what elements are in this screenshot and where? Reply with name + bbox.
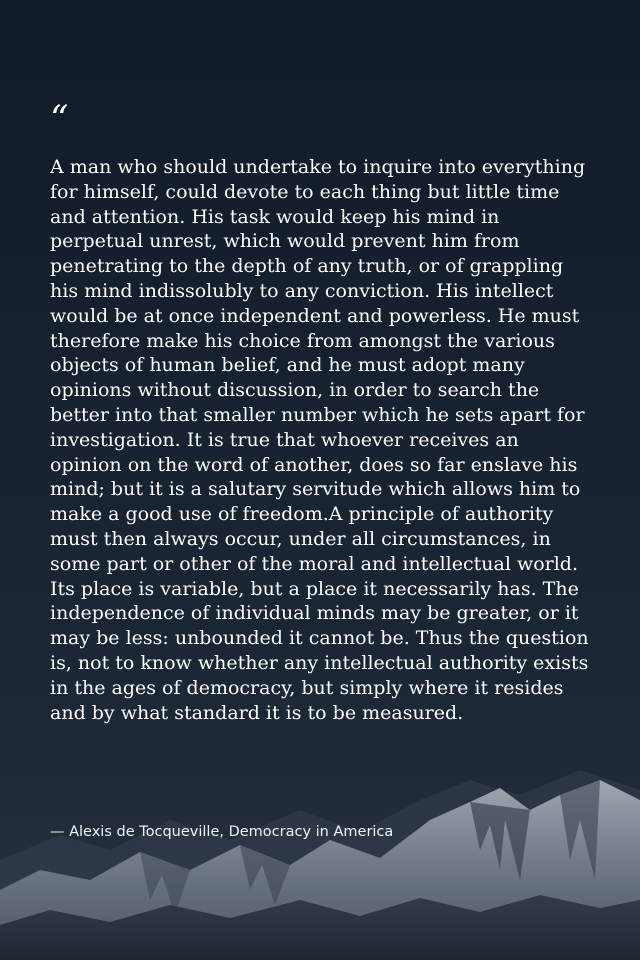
quote-text: A man who should undertake to inquire into everything for himself, could devote to each thing but little time and attention. His task would keep his mind in perpetual unrest, which would prevent him from penetrating to the depth of any truth, or of grappling his mind indissolubly to any conviction. His intellect would be at once independent and powerless. He must therefore make his choice from amongst the various objects of human belief, and he must adopt many opinions without discussion, in order to search the better into that smaller number which he sets apart for investigation. It is true that whoever receives an opinion on the word of another, does so far enslave his mind; but it is a salutary servitude which allows him to make a good use of freedom.A principle of authority must then always occur, under all circumstances, in some part or other of the moral and intellectual world. Its place is variable, but a place it necessarily has. The independence of individual minds may be greater, or it may be less: unbounded it cannot be. Thus the question is, not to know whether any intellectual authority exists in the ages of democracy, but simply where it resides and by what standard it is to be measured. [50,156,589,724]
mountain-background-image [0,740,640,960]
quotation-mark-icon: “ [50,99,69,140]
quote-attribution: — Alexis de Tocqueville, Democracy in America [50,824,394,840]
